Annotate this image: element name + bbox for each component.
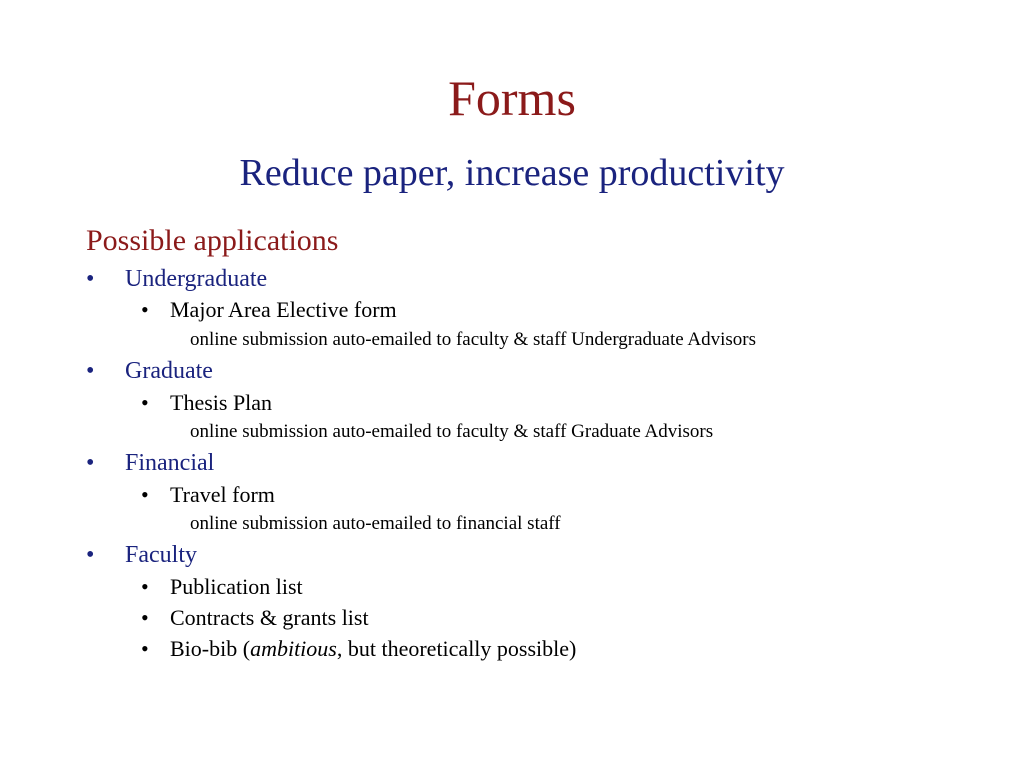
bullet-icon: • [141,636,149,661]
bullet-icon: • [86,358,95,384]
bullet-icon: • [141,390,149,415]
list-item-faculty [86,540,197,570]
list-item-major-area-elective-form [141,296,397,324]
list-item-publication-list [141,573,303,601]
item-note: online submission auto-emailed to faculty & staff Undergraduate Advisors [190,329,757,350]
item-label: Thesis Plan [170,390,273,415]
bullet-icon: • [86,266,95,292]
item-note: online submission auto-emailed to financial staff [190,513,561,534]
list-item-bio-bib [141,635,576,663]
group-label: Graduate [125,358,213,384]
item-label: Major Area Elective form [170,297,397,322]
bullet-icon: • [141,482,149,507]
list-item-financial [86,448,214,478]
item-label: Contracts & grants list [170,605,369,630]
group-label: Faculty [125,542,197,568]
bullet-icon: • [141,574,149,599]
list-item-undergraduate [86,264,267,294]
list-item-thesis-plan [141,389,272,417]
list-item-contracts-grants-list [141,604,369,632]
item-label-emphasis: ambitious [250,636,337,661]
bullet-icon: • [141,605,149,630]
slide-title: Forms [448,70,576,126]
list-item-graduate [86,356,213,386]
bullet-icon: • [86,542,95,568]
item-note: online submission auto-emailed to faculty & staff Graduate Advisors [190,421,714,442]
slide-subtitle: Reduce paper, increase productivity [239,152,785,194]
bullet-icon: • [86,450,95,476]
group-label: Undergraduate [125,266,268,292]
bullet-icon: • [141,297,149,322]
item-label-prefix: Bio-bib ( [170,636,251,661]
group-label: Financial [125,450,215,476]
item-label: Publication list [170,574,303,599]
item-label: Travel form [170,482,275,507]
section-heading: Possible applications [86,224,339,257]
item-label-suffix: , but theoretically possible) [336,636,577,661]
list-item-travel-form [141,481,275,509]
